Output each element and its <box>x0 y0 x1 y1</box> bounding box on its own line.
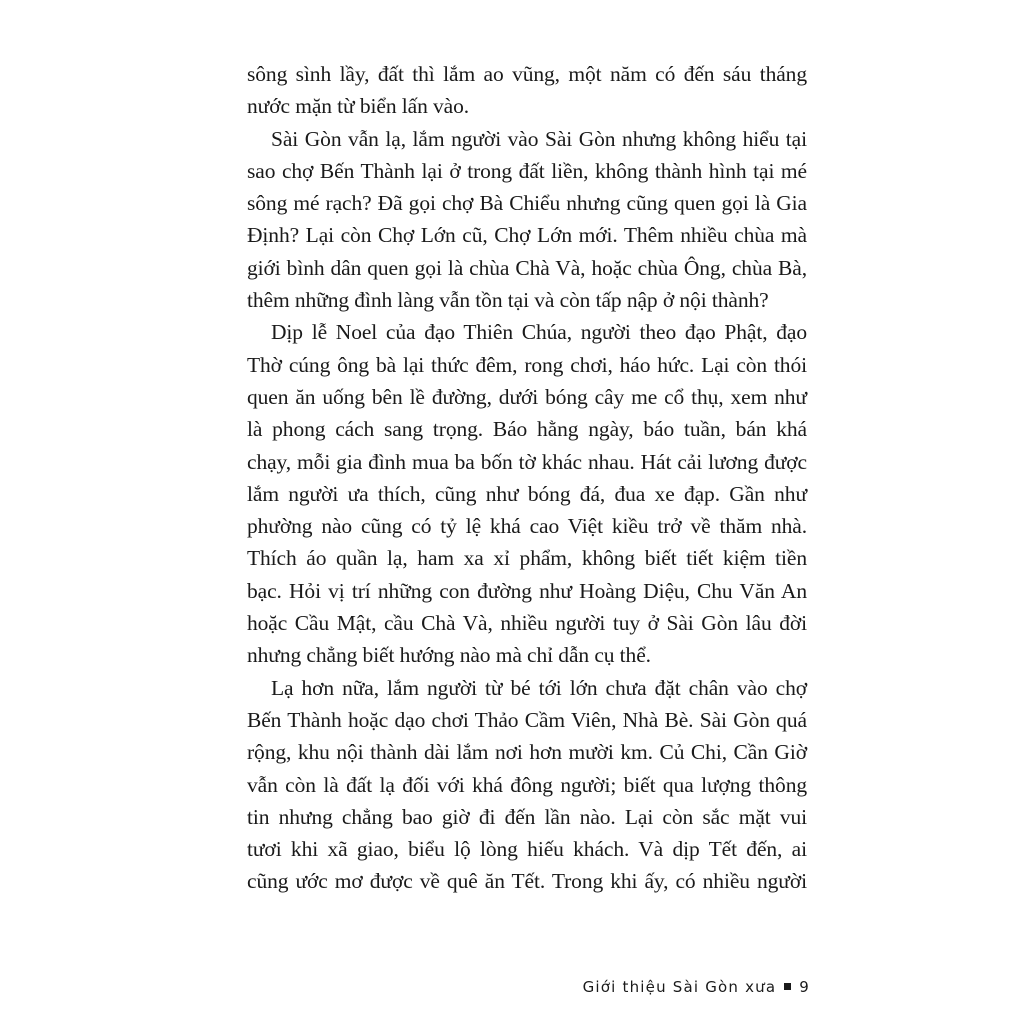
paragraph <box>247 316 807 671</box>
paragraph <box>247 58 807 123</box>
text-line: phường nào cũng có tỷ lệ khá cao Việt kiều trở về thăm nhà. <box>247 514 807 539</box>
text-line: tươi khi xã giao, biểu lộ lòng hiếu khách. Và dịp Tết đến, ai <box>247 837 807 862</box>
text-line: cũng ước mơ được về quê ăn Tết. Trong khi ấy, có nhiều người <box>247 869 807 894</box>
text-line: chạy, mỗi gia đình mua ba bốn tờ khác nhau. Hát cải lương được <box>247 449 807 474</box>
text-line: là phong cách sang trọng. Báo hằng ngày, báo tuần, bán khá <box>247 417 807 442</box>
text-line: thêm những đình làng vẫn tồn tại và còn tấp nập ở nội thành? <box>247 288 769 313</box>
text-line: bạc. Hỏi vị trí những con đường như Hoàng Diệu, Chu Văn An <box>247 578 807 603</box>
text-line: Thờ cúng ông bà lại thức đêm, rong chơi, háo hức. Lại còn thói <box>247 352 807 377</box>
text-line: sông mé rạch? Đã gọi chợ Bà Chiểu nhưng cũng quen gọi là Gia <box>247 191 807 216</box>
text-line: nước mặn từ biển lấn vào. <box>247 94 470 119</box>
text-line: Lạ hơn nữa, lắm người từ bé tới lớn chưa đặt chân vào chợ <box>271 675 807 700</box>
text-line: sao chợ Bến Thành lại ở trong đất liền, không thành hình tại mé <box>247 158 807 183</box>
text-line: quen ăn uống bên lề đường, dưới bóng cây me cổ thụ, xem như <box>247 384 807 409</box>
running-title: Giới thiệu Sài Gòn xưa <box>582 978 777 996</box>
text-line: Sài Gòn vẫn lạ, lắm người vào Sài Gòn nhưng không hiểu tại <box>271 126 807 151</box>
paragraph <box>247 123 807 317</box>
text-line: lắm người ưa thích, cũng như bóng đá, đua xe đạp. Gần như <box>247 481 807 506</box>
text-line: tin nhưng chẳng bao giờ đi đến lần nào. Lại còn sắc mặt vui <box>247 804 807 829</box>
body-text <box>247 58 807 898</box>
page-number: 9 <box>799 978 810 996</box>
text-line: Thích áo quần lạ, ham xa xỉ phẩm, không biết tiết kiệm tiền <box>247 546 807 571</box>
text-line: Bến Thành hoặc dạo chơi Thảo Cầm Viên, Nhà Bè. Sài Gòn quá <box>247 707 807 732</box>
paragraph <box>247 672 807 898</box>
text-line: hoặc Cầu Mật, cầu Chà Và, nhiều người tuy ở Sài Gòn lâu đời <box>247 611 807 636</box>
text-line: sông sình lầy, đất thì lắm ao vũng, một năm có đến sáu tháng <box>247 62 807 86</box>
page-footer <box>583 978 810 996</box>
text-line: giới bình dân quen gọi là chùa Chà Và, hoặc chùa Ông, chùa Bà, <box>247 255 807 280</box>
text-line: vẫn còn là đất lạ đối với khá đông người; biết qua lượng thông <box>247 772 807 797</box>
text-line: nhưng chẳng biết hướng nào mà chỉ dẫn cụ thể. <box>247 643 651 668</box>
text-line: rộng, khu nội thành dài lắm nơi hơn mười km. Củ Chi, Cần Giờ <box>247 740 807 765</box>
text-line: Định? Lại còn Chợ Lớn cũ, Chợ Lớn mới. Thêm nhiều chùa mà <box>247 223 807 248</box>
text-line: Dịp lễ Noel của đạo Thiên Chúa, người theo đạo Phật, đạo <box>271 320 807 345</box>
square-bullet-icon <box>784 983 791 990</box>
